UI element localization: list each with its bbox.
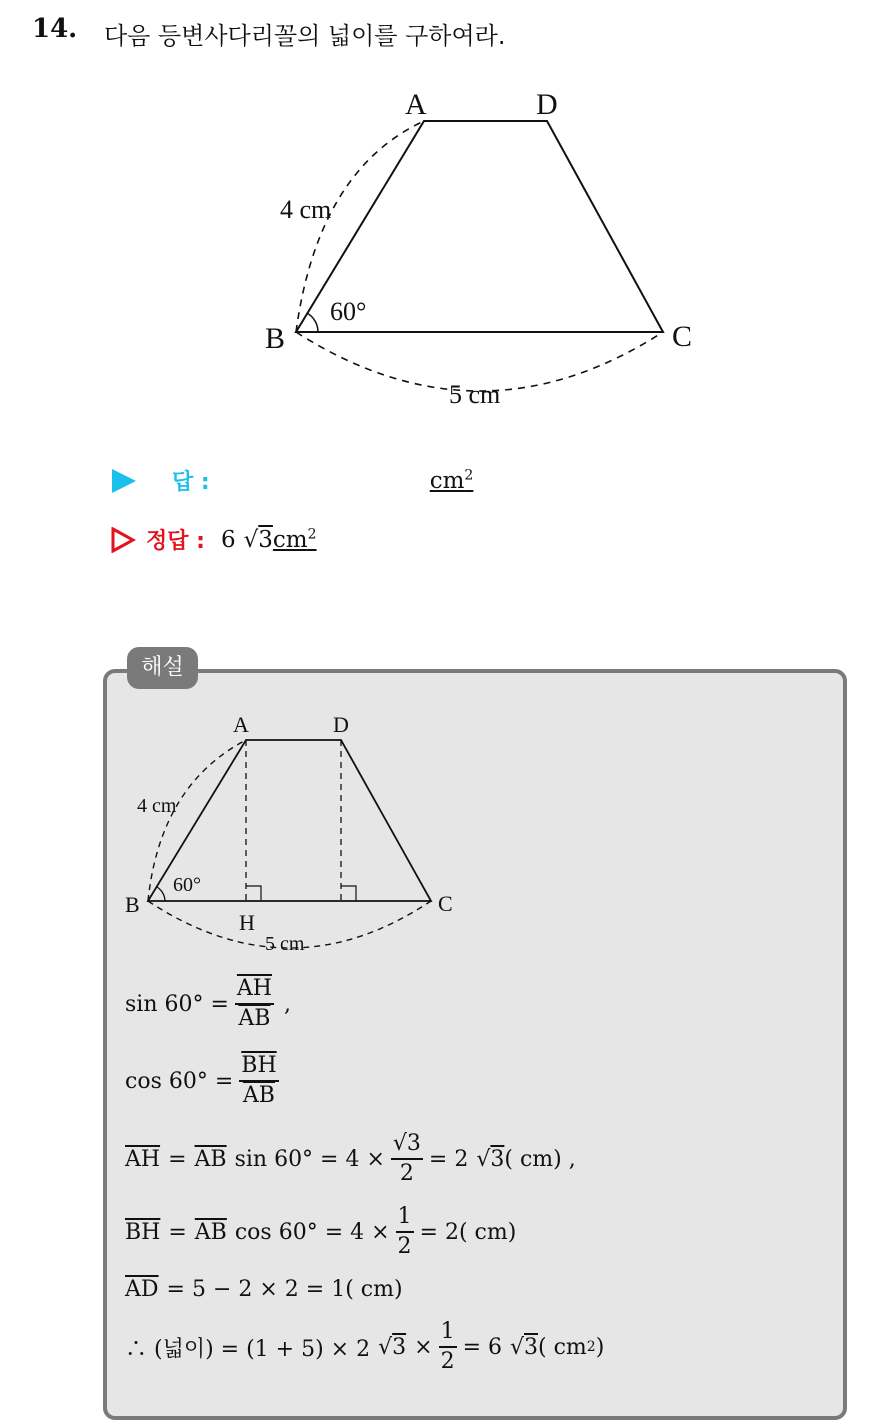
question-number: 14. [32,14,78,44]
equation-ah: $\overline{AH}$ = $\overline{AB}$ sin 60° = 4 × $\frac{√3}{2}$ = 2 √ 3 ( cm) , [125,1131,576,1186]
correct-label: 정답 : [146,529,205,554]
sol-label-a: A [233,712,249,737]
trapezoid-figure [0,0,884,430]
equation-sin: sin 60° = $\frac{\overline{AH}}{AB}$ , [125,976,291,1031]
solution-badge: 해설 [127,647,198,689]
equation-ad: $\overline{AD}$ = 5 − 2 × 2 = 1( cm) [125,1277,403,1302]
equation-bh: $\overline{BH}$ = $\overline{AB}$ cos 60° = 4 × $\frac{1}{2}$ = 2( cm) [125,1204,517,1259]
sol-label-b: B [125,892,140,917]
question-text: 다음 등변사다리꼴의 넓이를 구하여라. [104,22,506,50]
label-a: A [405,88,427,121]
label-c: C [672,320,693,353]
correct-row [110,524,317,555]
sol-label-d: D [333,712,349,737]
answer-row [112,465,473,496]
equation-cos: cos 60° = $\frac{\overline{BH}}{AB}$ [125,1053,277,1108]
triangle-outline-icon [110,527,136,553]
side-ab-label: 4 cm [280,195,332,224]
label-b: B [265,322,286,355]
answer-unit: $cm^2$ [429,466,474,494]
sol-side-bc: 5 cm [265,933,305,955]
sol-label-h: H [239,910,255,935]
sol-side-ab: 4 cm [137,795,177,817]
angle-label: 60° [330,297,367,326]
play-icon [112,469,136,493]
sol-label-c: C [438,891,453,916]
equation-area: ∴ (넓이) = (1 + 5) × 2 √ 3 × $\frac{1}{2}$ = 6 √ 3 ( cm 2 ) [125,1319,605,1374]
correct-value: 6 $√3cm^2$ [220,525,317,553]
sol-angle: 60° [173,874,201,896]
label-d: D [536,88,558,121]
side-bc-label: 5 cm [449,380,501,409]
solution-figure [0,700,500,960]
answer-label: 답 : [172,470,210,495]
